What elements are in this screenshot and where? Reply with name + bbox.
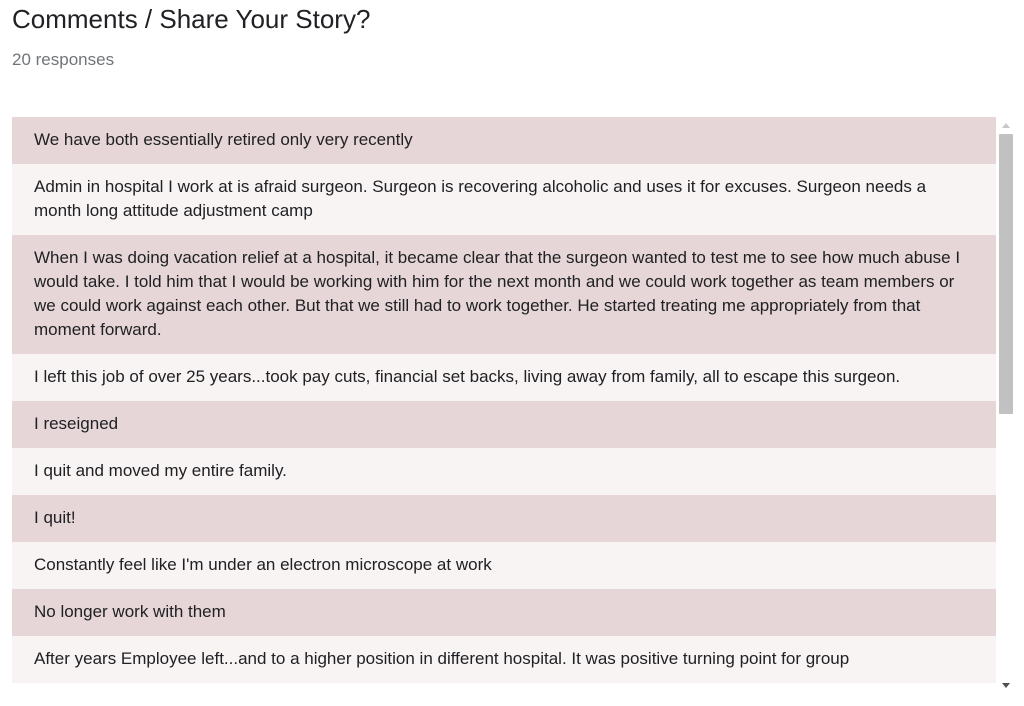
response-item: No longer work with them	[12, 589, 996, 636]
response-count: 20 responses	[12, 50, 115, 69]
response-item: Admin in hospital I work at is afraid surgeon. Surgeon is recovering alcoholic and uses it for excuses. Surgeon needs a month long attitude adjustment camp	[12, 164, 996, 235]
response-item: I quit and moved my entire family.	[12, 448, 996, 495]
scroll-up-button[interactable]	[996, 117, 1016, 134]
response-item: After years Employee left...and to a higher position in different hospital. It was positive turning point for group	[12, 636, 996, 683]
vertical-scrollbar[interactable]	[996, 117, 1016, 694]
scroll-down-button[interactable]	[996, 677, 1016, 694]
arrow-up-icon	[1002, 123, 1010, 128]
scrollbar-thumb[interactable]	[999, 134, 1013, 414]
response-item: We have both essentially retired only very recently	[12, 117, 996, 164]
responses-list	[12, 117, 996, 683]
page-title: Comments / Share Your Story?	[12, 4, 371, 34]
response-item: I reseigned	[12, 401, 996, 448]
response-item: When I was doing vacation relief at a hospital, it became clear that the surgeon wanted to test me to see how much abuse I would take. I told him that I would be working with him for the next month and we could work together as team members or we could work against each other. But that we still had to work together. He started treating me appropriately from that moment forward.	[12, 235, 996, 354]
responses-scroll-area[interactable]	[12, 117, 1016, 694]
response-item: I left this job of over 25 years...took pay cuts, financial set backs, living away from family, all to escape this surgeon.	[12, 354, 996, 401]
response-item: I quit!	[12, 495, 996, 542]
response-item: Constantly feel like I'm under an electron microscope at work	[12, 542, 996, 589]
arrow-down-icon	[1002, 683, 1010, 688]
